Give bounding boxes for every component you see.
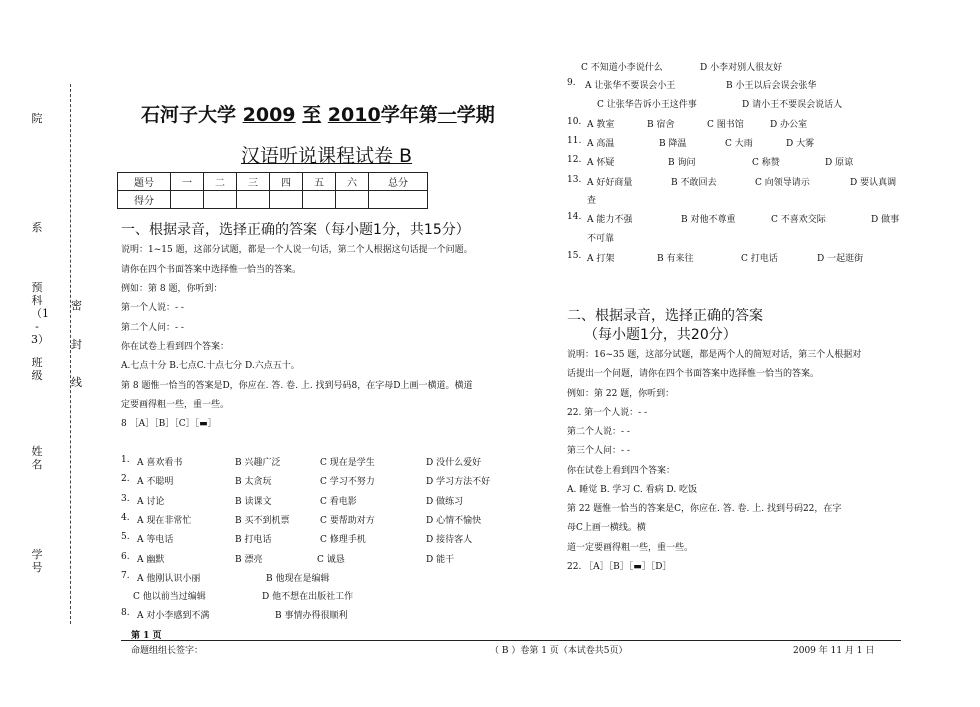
binding-label-class: 班级 xyxy=(31,356,43,382)
option-b: B 不敢回去 xyxy=(671,178,717,188)
section-2-subheading: （每小题1分，共20分） xyxy=(584,327,737,343)
option-c: C 称赞 xyxy=(752,158,780,168)
section-1-instruction: 说明：1~15 题，这部分试题，都是一个人说一句话，第二个人根据这句话提一个问题。 xyxy=(121,245,473,255)
section-2-example: 你在试卷上看到四个答案： xyxy=(567,466,676,476)
binding-label-college: 院 xyxy=(31,112,43,125)
score-cell xyxy=(303,191,336,209)
question-number: 1. xyxy=(121,455,130,465)
score-cell xyxy=(336,191,369,209)
seal-char-3: 线 xyxy=(71,376,82,389)
question-number: 8. xyxy=(121,608,130,618)
option-c: C 现在是学生 xyxy=(320,458,375,468)
term-number: 一 xyxy=(437,104,457,126)
year-from: 2009 xyxy=(242,104,296,126)
option-d: D 学习方法不好 xyxy=(426,477,491,487)
option-b: B 读课文 xyxy=(235,497,272,507)
option-b: B 太贪玩 xyxy=(235,477,272,487)
question-number: 14. xyxy=(567,212,582,222)
section-1-example: 你在试卷上看到四个答案： xyxy=(121,342,230,352)
seal-dashed-line xyxy=(70,84,71,624)
option-b: B 买不到机票 xyxy=(235,516,290,526)
section-1-example: 例如：第 8 题，你听到： xyxy=(121,284,223,294)
question-number: 15. xyxy=(567,251,582,261)
seal-char-2: 封 xyxy=(71,338,82,351)
binding-label-student-id: 学号 xyxy=(31,548,43,574)
footer-page-info: （ B ）卷第 1 页（本试卷共5页） xyxy=(490,646,628,656)
option-a: A 他刚认识小丽 xyxy=(137,574,201,584)
school-name: 石河子大学 xyxy=(141,104,237,126)
option-d-wrap: 查 xyxy=(587,196,597,206)
score-table-header-row xyxy=(118,173,428,191)
score-col-4: 四 xyxy=(270,173,303,191)
exam-header-title xyxy=(141,100,495,127)
seal-char-1: 密 xyxy=(71,299,82,312)
question-number: 10. xyxy=(567,117,582,127)
score-col-1: 一 xyxy=(171,173,204,191)
page-label: 第 1 页 xyxy=(131,631,162,641)
score-cell xyxy=(237,191,270,209)
section-2-instruction: 话提出一个问题，请你在四个书面答案中选择惟一恰当的答案。 xyxy=(567,369,820,379)
option-a: A 教室 xyxy=(587,120,615,130)
option-b: B 事情办得很顺利 xyxy=(275,611,348,621)
section-1-answer-sample: 8 ［A］［B］［C］［▬］ xyxy=(121,419,217,429)
option-a: A 怀疑 xyxy=(587,158,615,168)
question-number: 7. xyxy=(121,571,130,581)
section-2-heading: 二、根据录音，选择正确的答案 xyxy=(567,308,763,324)
section-1-example: 第二个人问：- - xyxy=(121,323,184,333)
binding-label-prep: 预科（1-3） xyxy=(31,281,49,346)
term-text-a: 学年第 xyxy=(380,104,438,126)
option-a: A 对小李感到不满 xyxy=(137,611,210,621)
option-a: A 能力不强 xyxy=(587,215,633,225)
option-d: D 他不想在出版社工作 xyxy=(262,592,354,602)
option-d: D 原谅 xyxy=(825,158,854,168)
option-d: D 接待客人 xyxy=(426,535,473,545)
option-b: B 兴趣广泛 xyxy=(235,458,281,468)
option-a: A 讨论 xyxy=(137,497,165,507)
year-to: 2010 xyxy=(327,104,381,126)
section-2-example: A. 睡觉 B. 学习 C. 看病 D. 吃饭 xyxy=(567,485,698,495)
option-d: D 要认真调 xyxy=(850,178,897,188)
question-number: 2. xyxy=(121,474,130,484)
option-d: D 小李对别人很友好 xyxy=(700,63,783,73)
option-b: B 漂亮 xyxy=(235,555,263,565)
score-cell xyxy=(204,191,237,209)
option-a: A 喜欢看书 xyxy=(137,458,183,468)
option-a: A 现在非常忙 xyxy=(137,516,192,526)
score-table xyxy=(117,172,428,209)
question-number: 9. xyxy=(567,78,576,88)
option-c: C 看电影 xyxy=(320,497,357,507)
option-c: C 图书馆 xyxy=(707,120,744,130)
option-a: A 等电话 xyxy=(137,535,174,545)
option-b: B 宿舍 xyxy=(647,120,675,130)
option-c: C 他以前当过编辑 xyxy=(133,592,206,602)
score-col-total: 总分 xyxy=(369,173,428,191)
score-table-score-row xyxy=(118,191,428,209)
option-c: C 大雨 xyxy=(725,139,753,149)
section-2-example: 第二个人说：- - xyxy=(567,427,630,437)
score-col-2: 二 xyxy=(204,173,237,191)
option-a: A 幽默 xyxy=(137,555,165,565)
option-b: B 对他不尊重 xyxy=(681,215,736,225)
option-c: C 诚恳 xyxy=(317,555,345,565)
section-2-example: 22. 第一个人说：- - xyxy=(567,408,648,418)
section-1-instruction: 请你在四个书面答案中选择惟一恰当的答案。 xyxy=(121,265,302,275)
option-d: D 能干 xyxy=(426,555,455,565)
option-d: D 做练习 xyxy=(426,497,464,507)
section-2-example: 第三个人问：- - xyxy=(567,446,630,456)
option-c: C 向领导请示 xyxy=(755,178,810,188)
section-1-example: 第 8 题惟一恰当的答案是D，你应在. 答. 卷. 上. 找到号码8，在字母D上画一横道。横道 xyxy=(121,381,473,391)
section-1-heading: 一、根据录音，选择正确的答案（每小题1分，共15分） xyxy=(121,222,470,238)
option-b: B 小王以后会误会张华 xyxy=(726,81,817,91)
score-header-label: 题号 xyxy=(118,173,171,191)
section-2-example: 道一定要画得粗一些，重一些。 xyxy=(567,543,694,553)
option-d: D 做事 xyxy=(871,215,900,225)
score-col-3: 三 xyxy=(237,173,270,191)
footer-date: 2009 年 11 月 1 日 xyxy=(793,646,875,656)
question-number: 13. xyxy=(567,175,582,185)
binding-label-name: 姓名 xyxy=(31,445,43,471)
score-cell xyxy=(369,191,428,209)
option-c: C 修理手机 xyxy=(320,535,366,545)
section-2-instruction: 说明：16~35 题，这部分试题，都是两个人的简短对话，第三个人根据对 xyxy=(567,350,862,360)
question-number: 6. xyxy=(121,552,130,562)
question-number: 12. xyxy=(567,155,582,165)
option-b: B 询问 xyxy=(668,158,696,168)
binding-label-department: 系 xyxy=(31,221,43,234)
option-c: C 要帮助对方 xyxy=(320,516,375,526)
score-row-label: 得分 xyxy=(118,191,171,209)
exam-paper-title: 汉语听说课程试卷 B xyxy=(241,145,413,167)
question-number: 5. xyxy=(121,532,130,542)
option-a: A 让张华不要误会小王 xyxy=(585,81,676,91)
option-c: C 让张华告诉小王这件事 xyxy=(597,100,697,110)
option-a: A 高温 xyxy=(587,139,615,149)
footer-signer: 命题组组长签字： xyxy=(131,646,204,656)
section-1-example: 第一个人说：- - xyxy=(121,303,184,313)
question-number: 4. xyxy=(121,513,130,523)
term-text-b: 学期 xyxy=(456,104,495,126)
to-word: 至 xyxy=(302,104,322,126)
option-b: B 打电话 xyxy=(235,535,272,545)
question-number: 11. xyxy=(567,136,582,146)
option-c: C 学习不努力 xyxy=(320,477,375,487)
option-d: D 请小王不要误会说话人 xyxy=(742,100,843,110)
option-d-wrap: 不可靠 xyxy=(587,234,615,244)
option-b: B 有来往 xyxy=(657,254,694,264)
option-c: C 打电话 xyxy=(741,254,778,264)
section-2-example: 第 22 题惟一恰当的答案是C，你应在. 答. 卷. 上. 找到号码22，在字 xyxy=(567,504,842,514)
option-d: D 大雾 xyxy=(786,139,815,149)
section-2-example: 例如：第 22 题，你听到： xyxy=(567,389,675,399)
option-a: A 好好商量 xyxy=(587,178,633,188)
question-number: 3. xyxy=(121,494,130,504)
score-col-6: 六 xyxy=(336,173,369,191)
option-d: D 一起逛街 xyxy=(817,254,864,264)
option-c: C 不喜欢交际 xyxy=(771,215,826,225)
section-1-example: A.七点十分 B.七点C.十点七分 D.六点五十。 xyxy=(121,361,300,371)
option-d: D 没什么爱好 xyxy=(426,458,482,468)
score-cell xyxy=(270,191,303,209)
option-d: D 办公室 xyxy=(770,120,808,130)
section-1-example: 定要画得粗一些，重一些。 xyxy=(121,400,230,410)
section-2-answer-sample: 22. ［A］［B］［▬］［D］ xyxy=(567,562,672,572)
option-d: D 心情不愉快 xyxy=(426,516,482,526)
footer-rule xyxy=(121,640,901,641)
score-col-5: 五 xyxy=(303,173,336,191)
option-a: A 打架 xyxy=(587,254,615,264)
option-c: C 不知道小李说什么 xyxy=(581,63,663,73)
option-b: B 他现在是编辑 xyxy=(266,574,330,584)
score-cell xyxy=(171,191,204,209)
option-b: B 降温 xyxy=(659,139,687,149)
section-2-example: 母C上画一横线。横 xyxy=(567,523,646,533)
option-a: A 不聪明 xyxy=(137,477,174,487)
